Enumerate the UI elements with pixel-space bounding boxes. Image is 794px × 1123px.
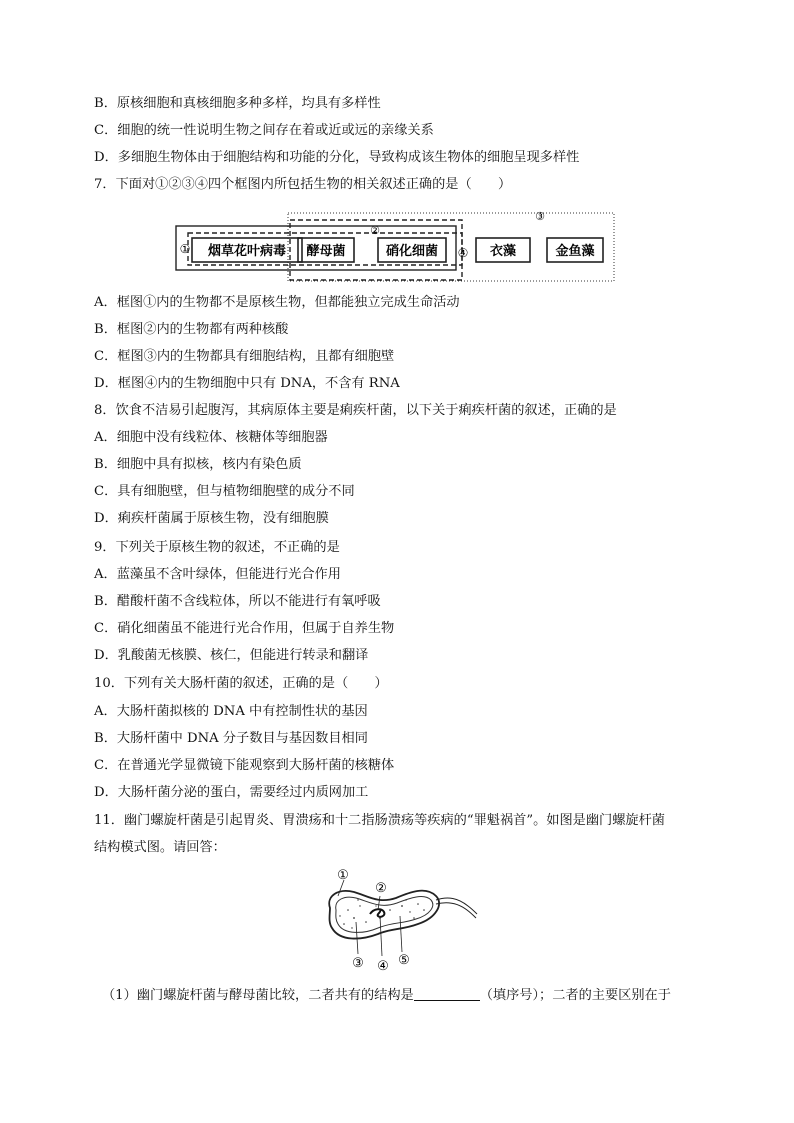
option-9a: A．蓝藻虽不含叶绿体，但能进行光合作用 — [94, 567, 341, 582]
question-7: 7．下面对①②③④四个框图内所包括生物的相关叙述正确的是（ ） — [94, 177, 512, 192]
organism-hornwort: 金鱼藻 — [555, 244, 595, 259]
q7-figure — [170, 208, 616, 282]
nucleoid — [370, 909, 384, 917]
organism-nitrifying: 硝化细菌 — [385, 244, 439, 259]
marker-2: ② — [375, 881, 387, 896]
line-q6b: B．原核细胞和真核细胞多种多样，均具有多样性 — [94, 96, 381, 111]
option-9b: B．醋酸杆菌不含线粒体，所以不能进行有氧呼吸 — [94, 594, 381, 609]
flagellum — [436, 898, 477, 914]
option-8a: A．细胞中没有线粒体、核糖体等细胞器 — [94, 430, 328, 445]
line-q6c: C．细胞的统一性说明生物之间存在着或近或远的亲缘关系 — [94, 123, 434, 138]
option-10d: D．大肠杆菌分泌的蛋白，需要经过内质网加工 — [94, 785, 369, 800]
option-10a: A．大肠杆菌拟核的 DNA 中有控制性状的基因 — [94, 704, 368, 719]
leader-2 — [378, 896, 380, 910]
flagellum — [436, 903, 476, 918]
question-8: 8．饮食不洁易引起腹泻，其病原体主要是痢疾杆菌，以下关于痢疾杆菌的叙述，正确的是 — [94, 403, 617, 418]
organism-tmv: 烟草花叶病毒 — [207, 244, 287, 259]
organism-yeast: 酵母菌 — [306, 244, 346, 259]
option-7d: D．框图④内的生物细胞中只有 DNA，不含有 RNA — [94, 376, 400, 391]
question-11-sub1 — [102, 987, 671, 1005]
line-q6d: D．多细胞生物体由于细胞结构和功能的分化，导致构成该生物体的细胞呈现多样性 — [94, 150, 580, 165]
option-10b: B．大肠杆菌中 DNA 分子数目与基因数目相同 — [94, 731, 368, 746]
option-8d: D．痢疾杆菌属于原核生物，没有细胞膜 — [94, 511, 329, 526]
option-8b: B．细胞中具有拟核，核内有染色质 — [94, 457, 302, 472]
marker-2: ② — [370, 224, 380, 237]
question-9: 9．下列关于原核生物的叙述，不正确的是 — [94, 540, 340, 555]
option-10c: C．在普通光学显微镜下能观察到大肠杆菌的核糖体 — [94, 758, 395, 773]
marker-3: ③ — [352, 956, 364, 971]
option-9d: D．乳酸菌无核膜、核仁，但能进行转录和翻译 — [94, 648, 369, 663]
bacterium-figure — [318, 866, 478, 978]
question-11-line1: 11．幽门螺旋杆菌是引起胃炎、胃溃疡和十二指肠溃疡等疾病的“罪魁祸首”。如图是幽门螺旋杆菌 — [94, 813, 665, 828]
sub1-suffix: （填序号）；二者的主要区别在于 — [479, 988, 671, 1003]
option-7b: B．框图②内的生物都有两种核酸 — [94, 322, 289, 337]
marker-4: ④ — [457, 246, 469, 260]
marker-1: ① — [337, 868, 349, 883]
option-9c: C．硝化细菌虽不能进行光合作用，但属于自养生物 — [94, 621, 395, 636]
answer-blank[interactable] — [414, 988, 480, 1001]
leader-4 — [380, 916, 382, 956]
option-7a: A．框图①内的生物都不是原核生物，但都能独立完成生命活动 — [94, 295, 460, 310]
cytoplasm-dots — [339, 899, 425, 928]
option-8c: C．具有细胞壁，但与植物细胞壁的成分不同 — [94, 484, 355, 499]
leader-5 — [400, 916, 402, 952]
marker-5: ⑤ — [398, 953, 410, 968]
marker-3: ③ — [535, 210, 545, 223]
marker-4: ④ — [377, 959, 389, 974]
option-7c: C．框图③内的生物都具有细胞结构，且都有细胞壁 — [94, 349, 395, 364]
sub1-prefix: （1）幽门螺旋杆菌与酵母菌比较，二者共有的结构是 — [102, 988, 414, 1003]
organism-chlamydomonas: 衣藻 — [489, 244, 517, 259]
question-10: 10．下列有关大肠杆菌的叙述，正确的是（ ） — [94, 676, 388, 691]
question-11-line2: 结构模式图。请回答： — [94, 840, 226, 855]
marker-1: ① — [179, 242, 191, 256]
